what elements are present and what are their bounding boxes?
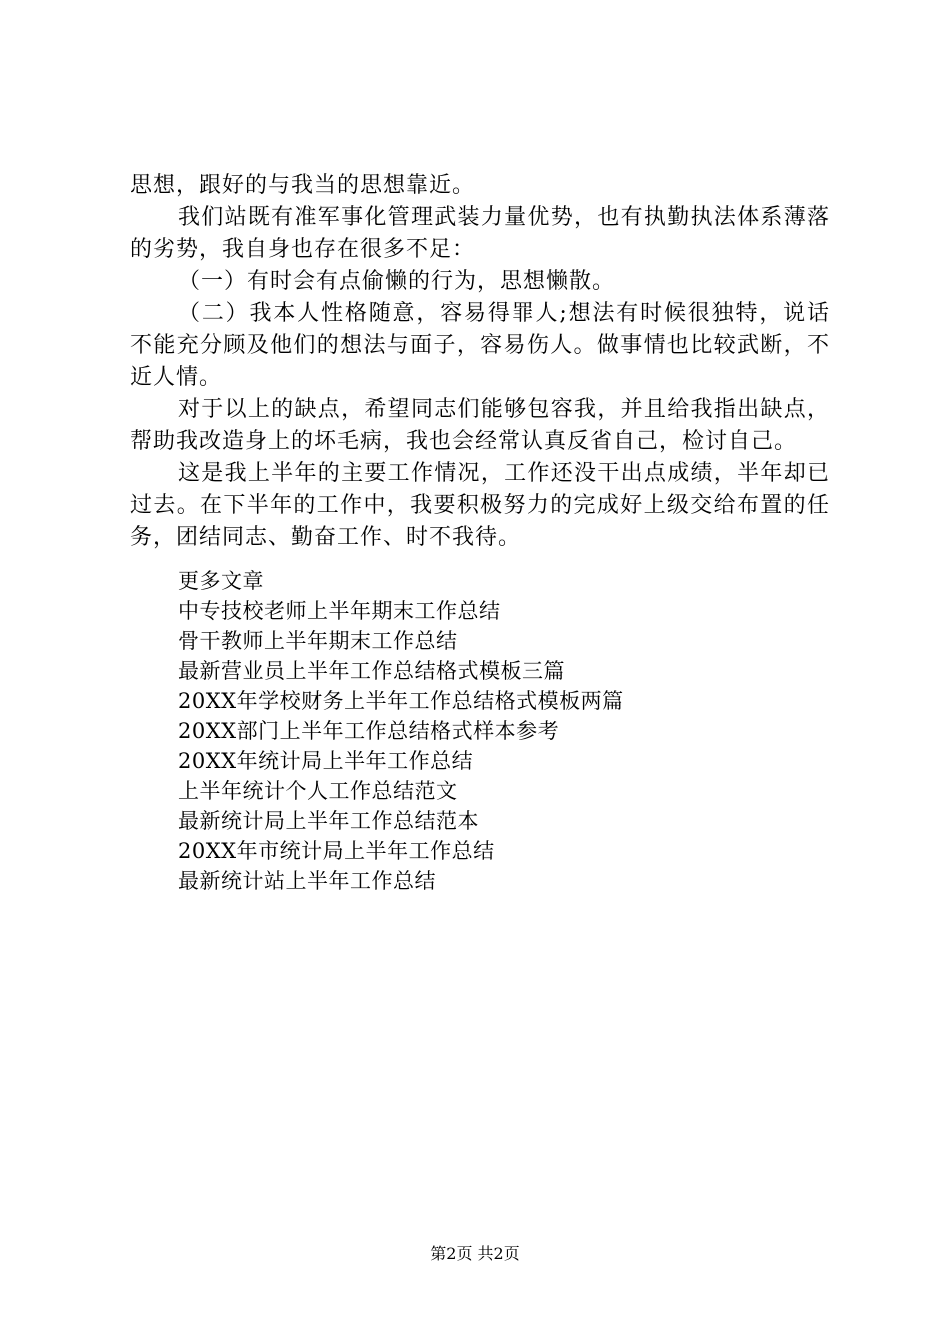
- page-number-footer: 第2页 共2页: [430, 1244, 520, 1263]
- article-link[interactable]: 最新统计站上半年工作总结: [178, 869, 436, 893]
- paragraph-1: 思想，跟好的与我当的思想靠近。: [130, 173, 476, 198]
- article-link[interactable]: 20XX年市统计局上半年工作总结: [178, 839, 495, 863]
- article-link[interactable]: 最新统计局上半年工作总结范本: [178, 809, 479, 833]
- paragraph-3: （一）有时会有点偷懒的行为，思想懒散。: [178, 269, 616, 294]
- more-articles-heading: 更多文章: [178, 569, 264, 593]
- paragraph-4: （二）我本人性格随意，容易得罪人;想法有时候很独特，说话不能充分顾及他们的想法与面子，容易伤人。做事情也比较武断，不近人情。: [130, 301, 830, 390]
- article-link[interactable]: 上半年统计个人工作总结范文: [178, 779, 458, 803]
- article-link[interactable]: 中专技校老师上半年期末工作总结: [178, 599, 501, 623]
- article-link[interactable]: 20XX部门上半年工作总结格式样本参考: [178, 719, 560, 743]
- article-link[interactable]: 最新营业员上半年工作总结格式模板三篇: [178, 659, 565, 683]
- paragraph-6: 这是我上半年的主要工作情况，工作还没干出点成绩，半年却已过去。在下半年的工作中，我要积极努力的完成好上级交给布置的任务，团结同志、勤奋工作、时不我待。: [130, 461, 830, 550]
- article-link[interactable]: 20XX年学校财务上半年工作总结格式模板两篇: [178, 689, 624, 713]
- paragraph-5: 对于以上的缺点，希望同志们能够包容我，并且给我指出缺点，帮助我改造身上的坏毛病，我也会经常认真反省自己，检讨自己。: [130, 397, 830, 454]
- article-link[interactable]: 骨干教师上半年期末工作总结: [178, 629, 458, 653]
- more-articles-list: [178, 566, 828, 896]
- paragraph-2: 我们站既有准军事化管理武装力量优势，也有执勤执法体系薄落的劣势，我自身也存在很多不足：: [130, 205, 830, 262]
- document-body: [130, 170, 830, 554]
- article-link[interactable]: 20XX年统计局上半年工作总结: [178, 749, 474, 773]
